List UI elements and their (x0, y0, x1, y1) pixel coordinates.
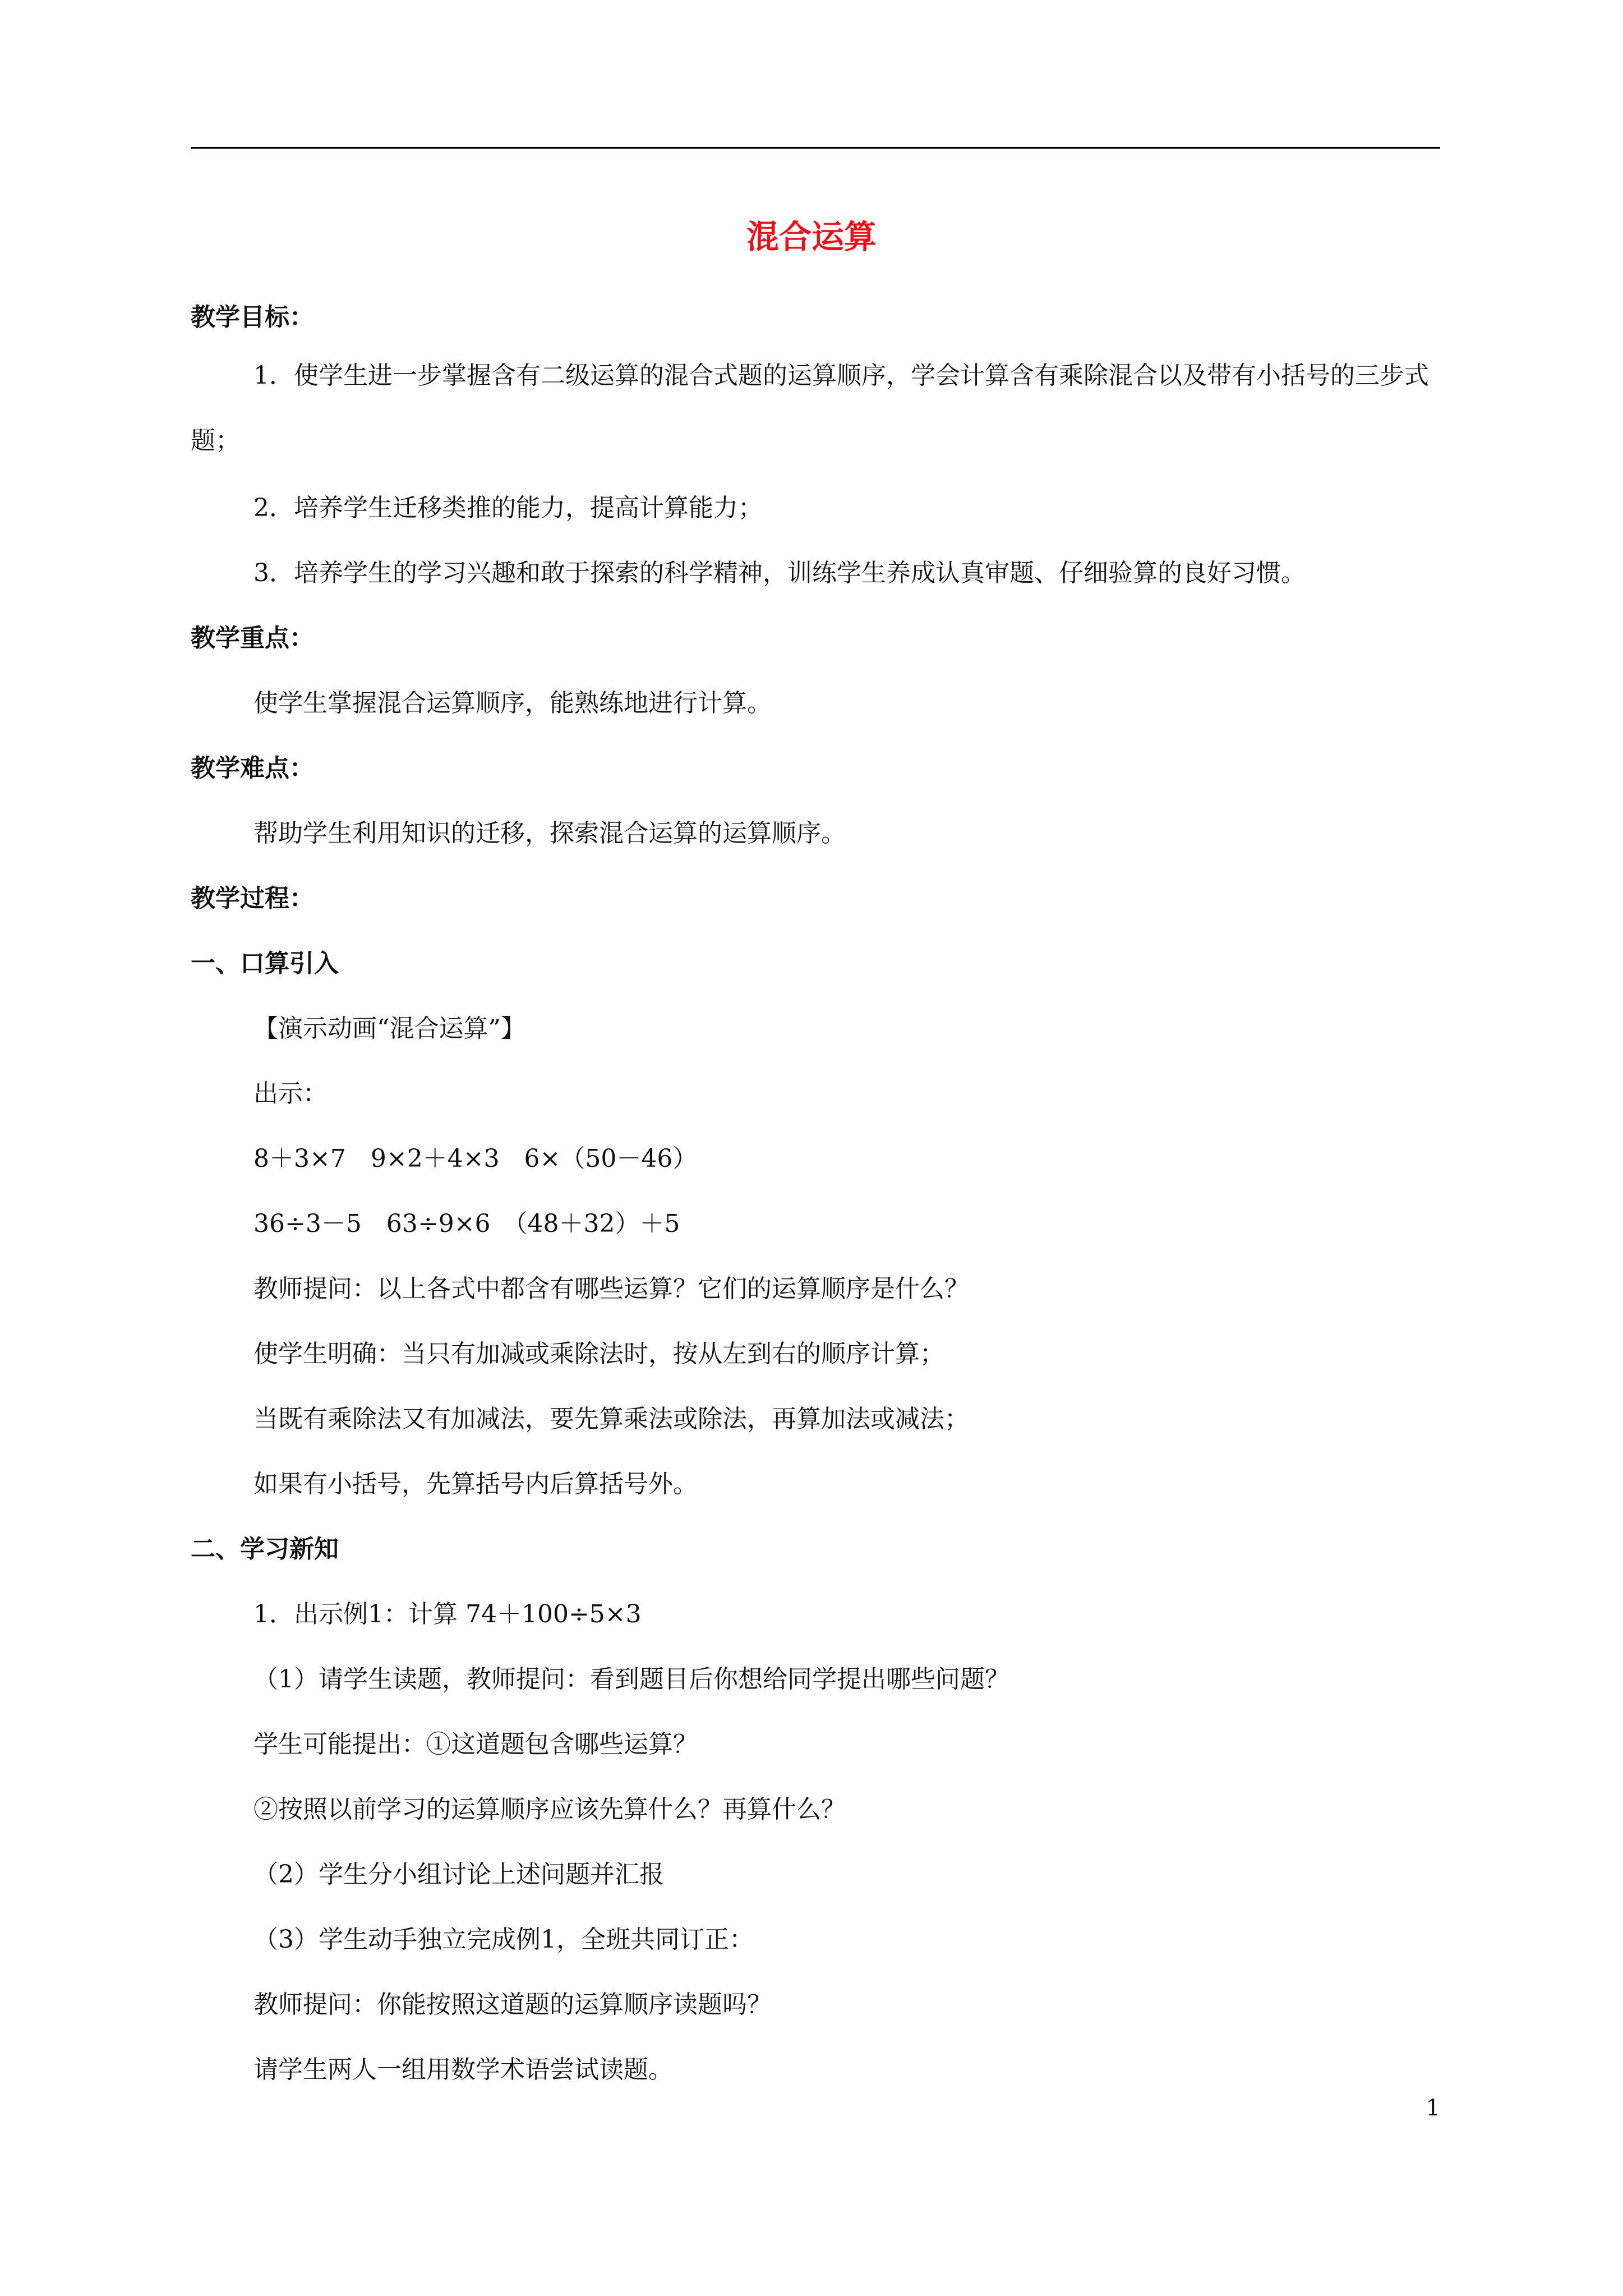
expression-row: 36÷3－5 63÷9×6 （48＋32）＋5 (253, 1209, 680, 1238)
document-title: 混合运算 (746, 218, 877, 256)
expression-row: 8＋3×7 9×2＋4×3 6×（50－46） (253, 1144, 698, 1173)
example-prompt: 1．出示例1：计算 74＋100÷5×3 (253, 1600, 642, 1628)
rule-line: 如果有小括号，先算括号内后算括号外。 (253, 1470, 698, 1498)
show-label: 出示： (253, 1079, 328, 1108)
process-heading: 教学过程： (191, 884, 314, 913)
step-line: （1）请学生读题，教师提问：看到题目后你想给同学提出哪些问题？ (253, 1665, 1009, 1694)
rule-line: 当既有乘除法又有加减法，要先算乘法或除法，再算加法或减法； (253, 1405, 969, 1433)
animation-note: 【演示动画“混合运算”】 (253, 1014, 525, 1043)
objective-item: 1．使学生进一步掌握含有二级运算的混合式题的运算顺序，学会计算含有乘除混合以及带有小括号的三步式题； (191, 361, 1429, 455)
teacher-question: 教师提问：以上各式中都含有哪些运算？它们的运算顺序是什么？ (253, 1274, 969, 1303)
difficulties-heading: 教学难点： (191, 754, 314, 783)
step-line: ②按照以前学习的运算顺序应该先算什么？再算什么？ (253, 1795, 846, 1824)
objective-item: 3．培养学生的学习兴趣和敢于探索的科学精神，训练学生养成认真审题、仔细验算的良好习惯。 (253, 559, 1306, 587)
step-line: 学生可能提出：①这道题包含哪些运算？ (253, 1730, 698, 1759)
header-rule (191, 147, 1440, 149)
step-line: 教师提问：你能按照这道题的运算顺序读题吗？ (253, 1990, 772, 2019)
page-number: 1 (1426, 2095, 1440, 2121)
step-line: （2）学生分小组讨论上述问题并汇报 (253, 1860, 664, 1889)
step-line: （3）学生动手独立完成例1，全班共同订正： (253, 1925, 754, 1954)
step-line: 请学生两人一组用数学术语尝试读题。 (253, 2055, 673, 2084)
key-points-heading: 教学重点： (191, 624, 314, 652)
difficulties-text: 帮助学生利用知识的迁移，探索混合运算的运算顺序。 (253, 819, 846, 848)
objective-item: 2．培养学生迁移类推的能力，提高计算能力； (253, 494, 763, 522)
part-one-heading: 一、口算引入 (191, 949, 339, 978)
key-points-text: 使学生掌握混合运算顺序，能熟练地进行计算。 (253, 689, 772, 717)
part-two-heading: 二、学习新知 (191, 1535, 339, 1563)
objectives-heading: 教学目标： (191, 303, 314, 332)
rule-line: 使学生明确：当只有加减或乘除法时，按从左到右的顺序计算； (253, 1340, 944, 1368)
